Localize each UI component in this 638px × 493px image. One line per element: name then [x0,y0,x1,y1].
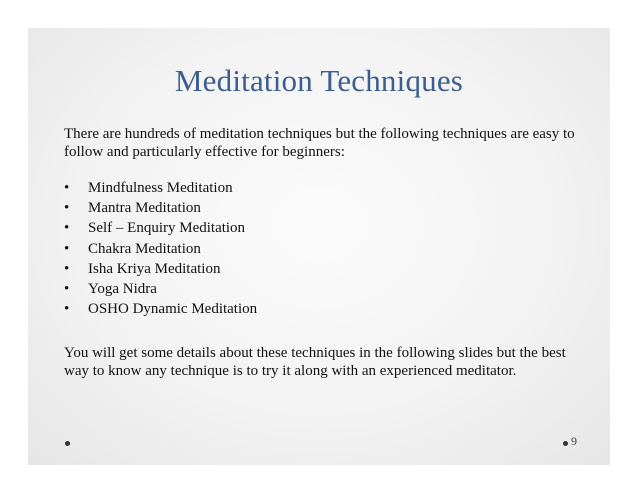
bullet-icon: • [64,200,70,217]
list-item [64,239,257,259]
footer-dot-right-icon [563,441,568,446]
list-item-label: Isha Kriya Meditation [88,260,221,277]
list-item-label: OSHO Dynamic Meditation [88,301,258,318]
list-item [64,259,257,279]
bullet-icon: • [64,180,70,196]
footer-dot-left-icon [65,441,70,446]
bullet-icon: • [64,301,70,318]
page-number: 9 [571,434,577,448]
list-item [64,279,257,299]
list-item-label: Mantra Meditation [88,200,201,217]
bullet-icon: • [64,281,70,298]
list-item [64,178,257,198]
list-item-label: Mindfulness Meditation [88,180,233,196]
list-item-label: Self – Enquiry Meditation [88,220,246,237]
technique-list [64,178,257,319]
bullet-icon: • [64,220,70,237]
outro-paragraph: You will get some details about these techniques in the following slides but the best way to know any technique is to try it along with an experienced meditator. [64,345,566,379]
bullet-icon: • [64,240,70,257]
list-item-label: Yoga Nidra [88,281,157,298]
bullet-icon: • [64,260,70,277]
list-item [64,299,257,319]
list-item-label: Chakra Meditation [88,240,201,257]
list-item [64,198,257,218]
slide-title: Meditation Techniques [174,63,464,98]
intro-paragraph: There are hundreds of meditation techniques but the following techniques are easy to follow and particularly effective for beginners: [64,126,575,160]
slide [28,28,610,465]
list-item [64,218,257,238]
